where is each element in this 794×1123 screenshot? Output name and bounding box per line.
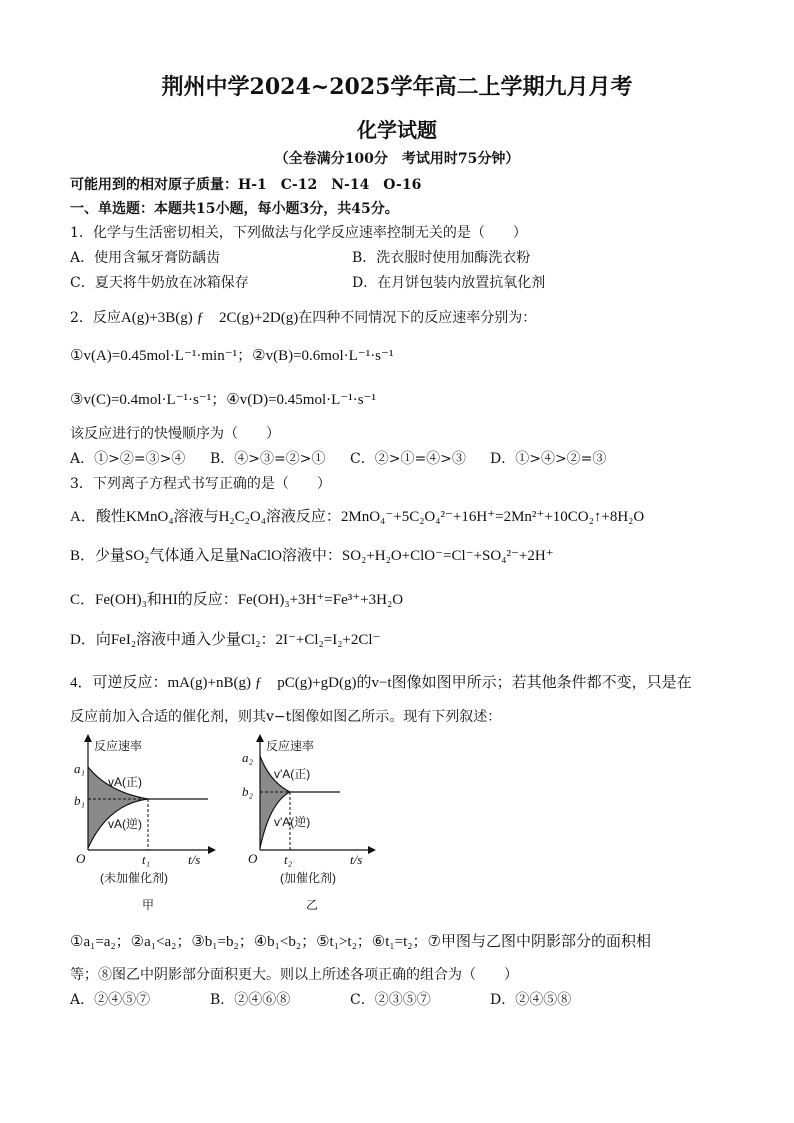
figure-yi-ylabel: 反应速率 — [266, 739, 315, 753]
figure-yi-forward-label: v'A(正) — [274, 767, 311, 781]
figure-yi-y-arrow — [256, 734, 264, 742]
q2-rate-2: ③v(C)=0.4mol·L⁻¹·s⁻¹；④v(D)=0.45mol·L⁻¹·s⁻¹ — [70, 392, 376, 408]
figure-yi-b-label: b₂ — [242, 784, 254, 799]
figure-jia-xlabel: t/s — [188, 852, 201, 867]
figure-jia-ylabel: 反应速率 — [94, 739, 143, 753]
q1-option-a: A．使用含氟牙膏防龋齿 — [70, 250, 221, 266]
q1-option-b: B．洗衣服时使用加酶洗衣粉 — [352, 250, 531, 266]
figure-yi-caption: (加催化剂) — [280, 871, 336, 885]
figure-jia-caption: (未加催化剂) — [100, 871, 168, 885]
q3-stem: 3．下列离子方程式书写正确的是（ ） — [70, 476, 331, 492]
figure-jia — [70, 732, 230, 912]
figure-jia-t-label: t₁ — [142, 852, 151, 867]
subject-title: 化学试题 — [357, 118, 437, 142]
figure-jia-forward-label: vA(正) — [108, 775, 142, 789]
figure-yi-name: 乙 — [306, 898, 319, 912]
q4-option-d: D．②④⑤⑧ — [490, 992, 572, 1008]
q3-option-a: A．酸性KMnO₄溶液与H₂C₂O₄溶液反应：2MnO₄⁻+5C₂O₄²⁻+16H⁺=2Mn²⁺+10CO₂↑+8H₂O — [70, 509, 645, 525]
figure-jia-origin: O — [76, 851, 86, 866]
figure-jia-a-label: a₁ — [74, 761, 86, 776]
figure-yi — [240, 732, 400, 912]
q2-option-a: A．①>②=③>④ — [70, 451, 186, 467]
q2-option-c: C．②>①=④>③ — [350, 451, 466, 467]
figure-jia-reverse-label: vA(逆) — [108, 817, 142, 831]
q4-stem-line2: 反应前加入合适的催化剂，则其v−t图像如图乙所示。现有下列叙述： — [70, 709, 502, 725]
figure-jia-x-arrow — [208, 846, 216, 854]
figure-yi-x-arrow — [368, 846, 376, 854]
q1-stem: 1．化学与生活密切相关，下列做法与化学反应速率控制无关的是（ ） — [70, 225, 527, 241]
q3-option-b: B．少量SO₂气体通入足量NaClO溶液中：SO₂+H₂O+ClO⁻=Cl⁻+SO₄²⁻+2H⁺ — [70, 548, 554, 564]
figure-yi-origin: O — [248, 851, 258, 866]
q2-stem — [70, 306, 536, 327]
figure-jia-name: 甲 — [142, 898, 155, 912]
exam-info: （全卷满分100分 考试用时75分钟） — [274, 151, 520, 167]
q1-option-d: D．在月饼包装内放置抗氧化剂 — [352, 275, 546, 291]
figure-jia-b-label: b₁ — [74, 793, 86, 808]
q2-option-d: D．①>④>②=③ — [490, 451, 607, 467]
q2-rate-1: ①v(A)=0.45mol·L⁻¹·min⁻¹；②v(B)=0.6mol·L⁻¹·s⁻¹ — [70, 348, 394, 364]
q4-option-a: A．②④⑤⑦ — [70, 992, 151, 1008]
q2-reaction: A(g)+3B(g) ƒ 2C(g)+2D(g) — [120, 310, 299, 326]
figure-jia-y-arrow — [84, 734, 92, 742]
figure-yi-reverse-label: v'A(逆) — [274, 815, 311, 829]
figure-yi-xlabel: t/s — [350, 852, 363, 867]
q2-ask: 该反应进行的快慢顺序为（ ） — [70, 426, 280, 442]
q4-option-b: B．②④⑥⑧ — [210, 992, 291, 1008]
q4-items-line1: ①a₁=a₂；②a₁<a₂；③b₁=b₂；④b₁<b₂；⑤t₁>t₂；⑥t₁=t₂；⑦甲图与乙图中阴影部分的面积相 — [70, 934, 651, 950]
q2-stem-post: 在四种不同情况下的反应速率分别为： — [298, 310, 537, 326]
q4-option-c: C．②③⑤⑦ — [350, 992, 431, 1008]
q4-items-line2: 等；⑧图乙中阴影部分面积更大。则以上所述各项正确的组合为（ ） — [70, 967, 518, 983]
section-heading: 一、单选题：本题共15小题，每小题3分，共45分。 — [70, 201, 399, 217]
q4-stem-line1: 4．可逆反应：mA(g)+nB(g) ƒ pC(g)+gD(g)的v−t图像如图甲所示；若其他条件都不变，只是在 — [70, 675, 692, 691]
q1-option-c: C．夏天将牛奶放在冰箱保存 — [70, 275, 249, 291]
figure-yi-t-label: t₂ — [284, 852, 293, 867]
q2-option-b: B．④>③=②>① — [210, 451, 326, 467]
q3-option-c: C．Fe(OH)₃和HI的反应：Fe(OH)₃+3H⁺=Fe³⁺+3H₂O — [70, 592, 404, 608]
figure-yi-a-label: a₂ — [242, 750, 254, 765]
exam-title: 荆州中学2024~2025学年高二上学期九月月考 — [161, 74, 633, 100]
q3-option-d: D．向FeI₂溶液中通入少量Cl₂：2I⁻+Cl₂=I₂+2Cl⁻ — [70, 632, 381, 648]
q2-stem-pre: 2．反应 — [70, 310, 121, 326]
atomic-mass-line: 可能用到的相对原子质量：H-1 C-12 N-14 O-16 — [70, 177, 422, 193]
